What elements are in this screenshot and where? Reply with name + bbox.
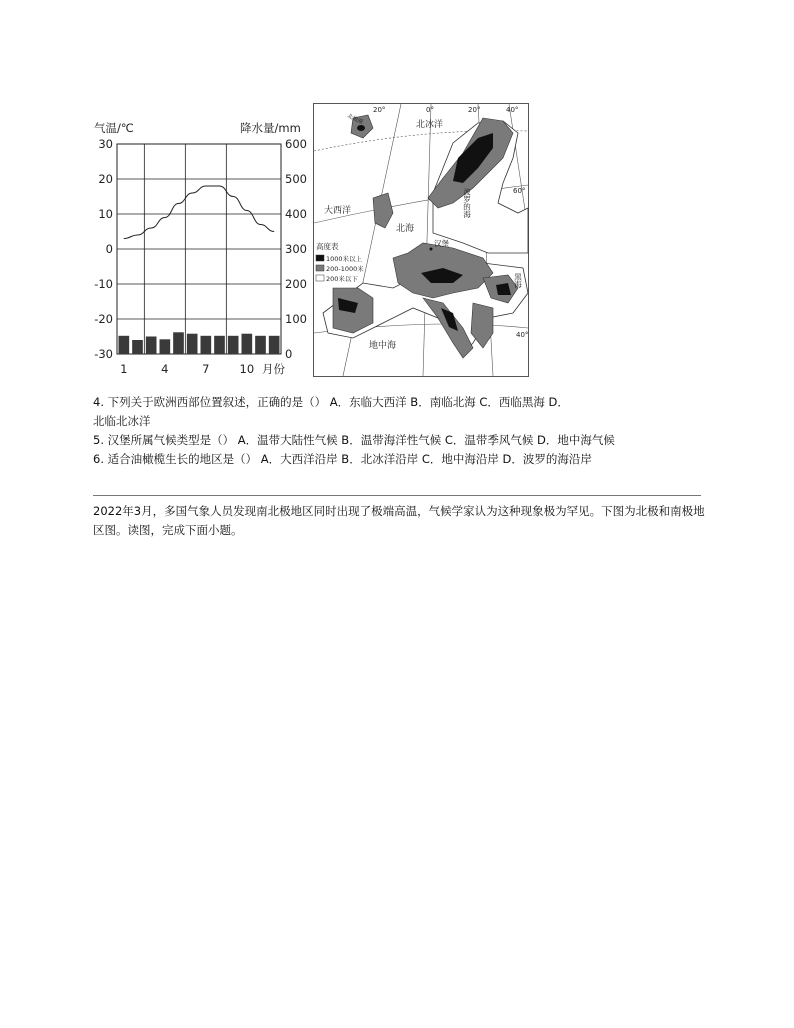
precipitation-tick-label: 100: [285, 312, 307, 326]
precipitation-axis-label: 降水量/mm: [240, 121, 301, 135]
black-sea-label: 黑海: [513, 273, 523, 288]
precipitation-bar: [187, 334, 198, 354]
temperature-axis-label: 气温/℃: [94, 121, 134, 135]
arctic-ocean-label: 北冰洋: [416, 120, 444, 130]
question-6: 6. 适合油橄榄生长的地区是（） A．大西洋沿岸 B．北冰洋沿岸 C．地中海沿岸 D．波罗的海沿岸: [93, 452, 592, 466]
arctic-circle-label: 北极圈: [346, 113, 364, 126]
lon-label-20e: 20°: [468, 106, 481, 114]
precipitation-bar: [146, 337, 157, 355]
precipitation-tick-label: 0: [285, 347, 293, 361]
mediterranean-label: 地中海: [369, 341, 397, 351]
lat-label-60: 60°: [513, 187, 526, 195]
precipitation-ticks: [285, 137, 307, 361]
legend-item-mid: 200-1000米: [326, 265, 364, 273]
month-ticks: [120, 362, 254, 376]
precipitation-bar: [228, 336, 239, 354]
precipitation-tick-label: 300: [285, 242, 307, 256]
month-tick-label: 1: [120, 362, 128, 376]
section-divider: [93, 495, 701, 496]
chart-grid: [117, 144, 281, 354]
precipitation-bar: [242, 334, 253, 354]
hamburg-label: 汉堡: [434, 239, 449, 248]
temperature-tick-label: 10: [98, 207, 113, 221]
precipitation-bar: [160, 339, 171, 354]
question-5: 5. 汉堡所属气候类型是（） A．温带大陆性气候 B．温带海洋性气候 C．温带季风气候 D．地中海气候: [93, 433, 615, 447]
question-4-line-1: 4. 下列关于欧洲西部位置叙述，正确的是（） A．东临大西洋 B．南临北海 C．西临黑海 D．: [93, 395, 569, 409]
precipitation-tick-label: 400: [285, 207, 307, 221]
lon-label-20w: 20°: [373, 106, 386, 114]
europe-map: [313, 103, 529, 377]
temperature-tick-label: 30: [98, 137, 113, 151]
passage: 2022年3月，多国气象人员发现南北极地区同时出现了极端高温，气候学家认为这种现象极为罕见。下图为北极和南极地区图。读图，完成下面小题。: [93, 504, 705, 537]
precipitation-bar: [255, 336, 266, 354]
precipitation-tick-label: 200: [285, 277, 307, 291]
month-tick-label: 10: [239, 362, 255, 376]
question-4-line-2: 北临北冰洋: [93, 414, 151, 428]
temperature-tick-label: -20: [94, 312, 113, 326]
temperature-tick-label: -10: [94, 277, 113, 291]
precipitation-bar: [201, 336, 212, 354]
legend-title: 高度表: [316, 242, 339, 251]
lon-label-0: 0°: [426, 106, 434, 114]
lon-label-40e: 40°: [506, 106, 519, 114]
precipitation-bar: [214, 336, 225, 354]
precipitation-bar: [269, 336, 280, 354]
legend-item-low: 200米以下: [326, 275, 358, 283]
month-axis-label: 月份: [262, 362, 285, 376]
temperature-tick-label: -30: [94, 347, 113, 361]
precipitation-tick-label: 500: [285, 172, 307, 186]
legend-item-high: 1000米以上: [326, 255, 363, 263]
climate-chart: [88, 112, 310, 380]
temperature-curve: [124, 186, 274, 239]
precipitation-bars: [119, 332, 280, 354]
temperature-tick-label: 20: [98, 172, 113, 186]
month-tick-label: 7: [202, 362, 210, 376]
precipitation-bar: [173, 332, 184, 354]
precipitation-bar: [132, 340, 143, 354]
lat-label-40: 40°: [516, 331, 529, 339]
temperature-tick-label: 0: [105, 242, 113, 256]
temperature-ticks: [94, 137, 113, 361]
north-sea-label: 北海: [396, 224, 415, 234]
precipitation-tick-label: 600: [285, 137, 307, 151]
precipitation-bar: [119, 336, 130, 354]
month-tick-label: 4: [161, 362, 169, 376]
hamburg-dot: [430, 248, 433, 251]
baltic-label: 波罗的海: [462, 188, 472, 218]
atlantic-label: 大西洋: [324, 206, 352, 216]
